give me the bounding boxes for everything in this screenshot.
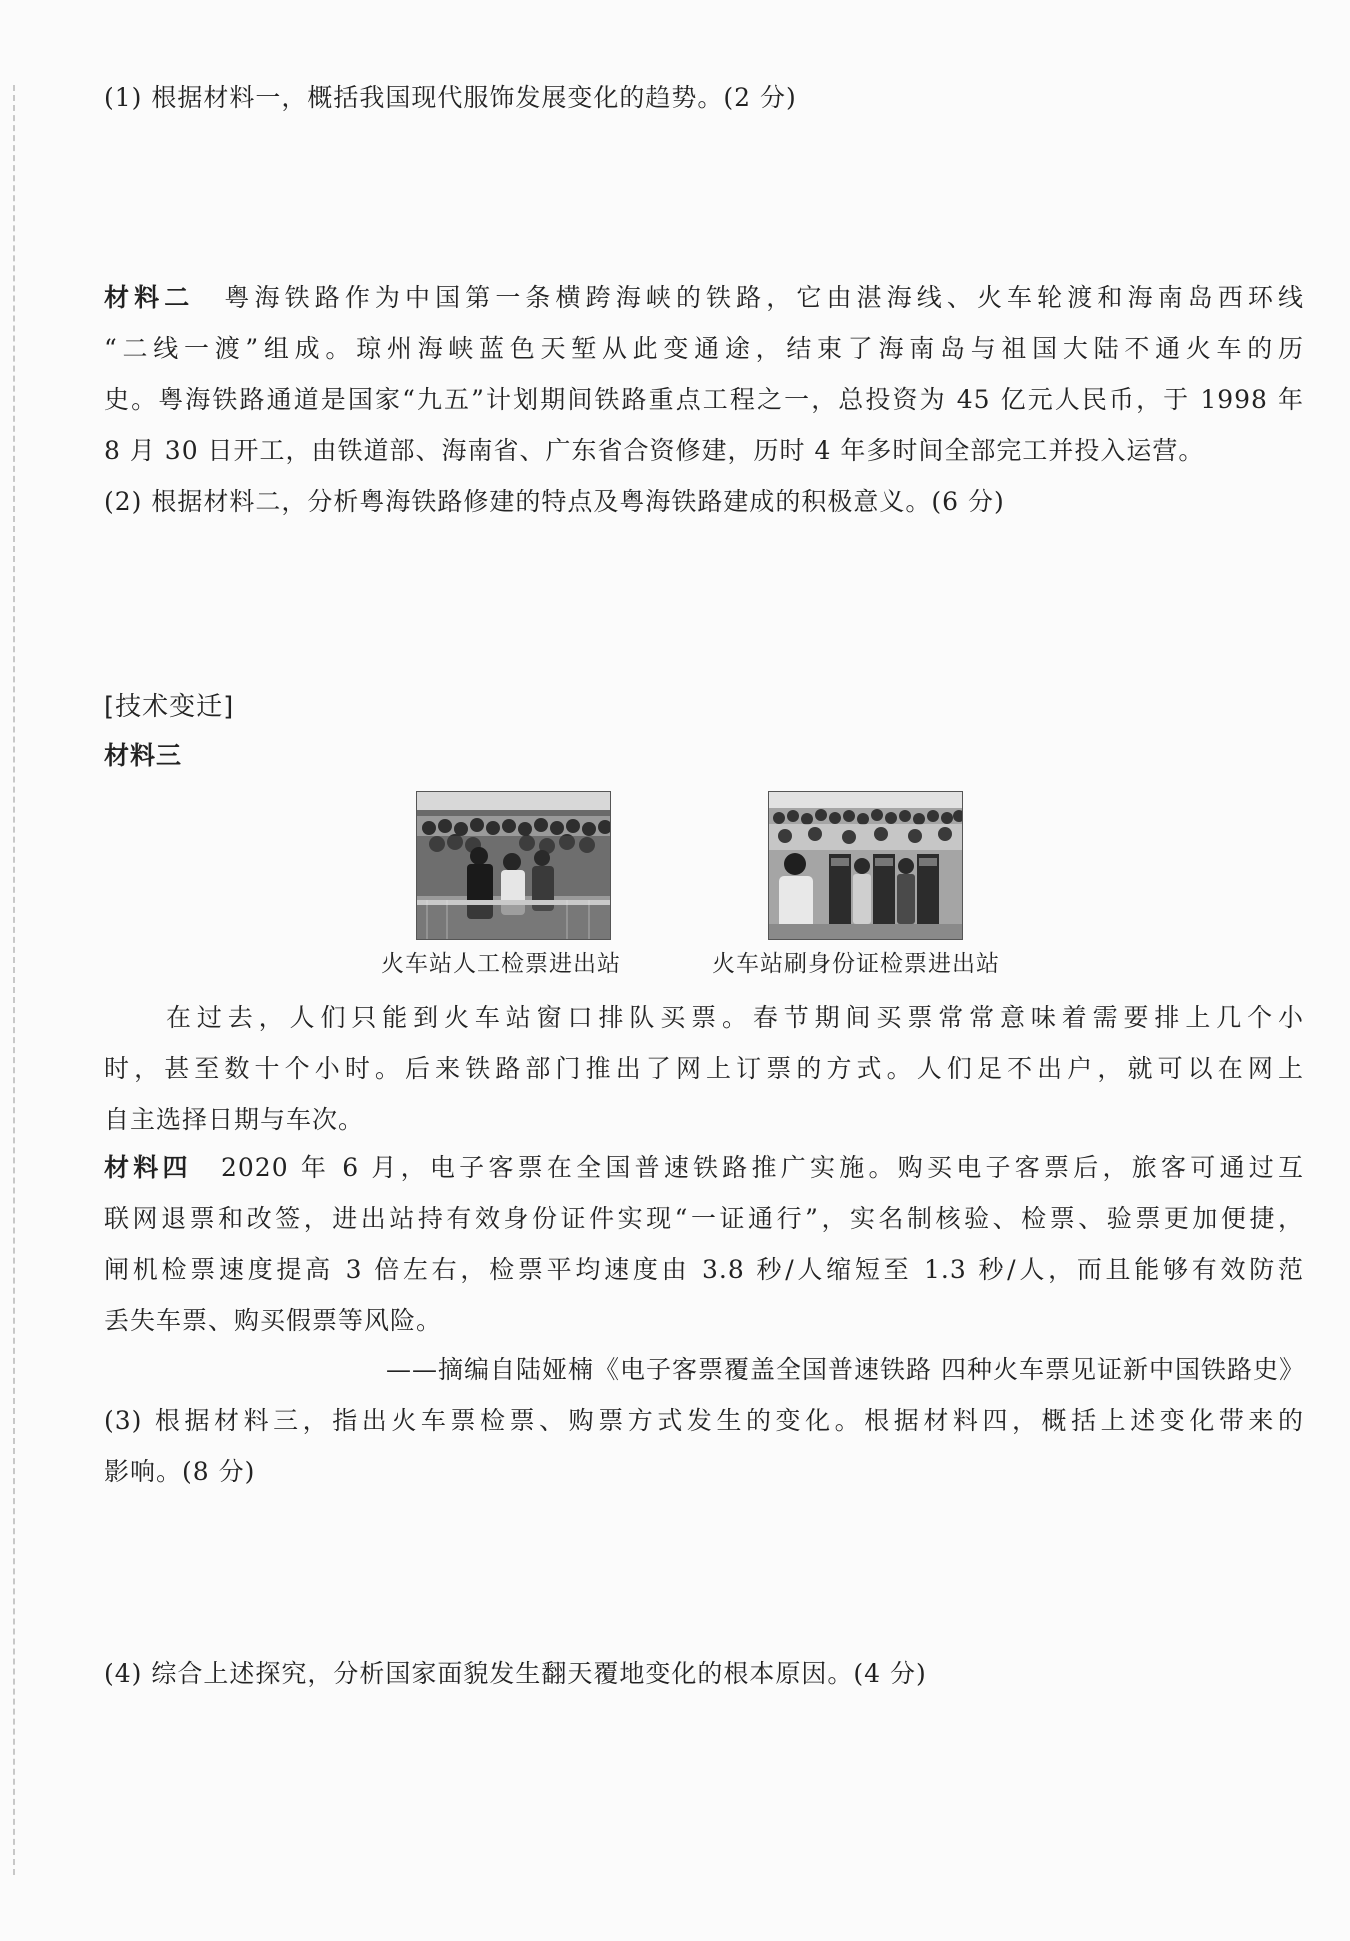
question-3-line-1: (3) 根据材料三，指出火车票检票、购票方式发生的变化。根据材料四，概括上述变化带来的 bbox=[104, 1406, 1304, 1435]
material-4-line-1: 材料四 2020 年 6 月，电子客票在全国普速铁路推广实施。购买电子客票后，旅客可通过互 bbox=[104, 1153, 1304, 1182]
material-2-line-2: “二线一渡”组成。琼州海峡蓝色天堑从此变通途，结束了海南岛与祖国大陆不通火车的历 bbox=[104, 334, 1304, 363]
section-title: [技术变迁] bbox=[104, 692, 235, 722]
question-2: (2) 根据材料二，分析粤海铁路修建的特点及粤海铁路建成的积极意义。(6 分) bbox=[104, 487, 1005, 516]
material-4-line-2: 联网退票和改签，进出站持有效身份证件实现“一证通行”，实名制核验、检票、验票更加便捷， bbox=[104, 1204, 1304, 1233]
manual-ticket-check-photo bbox=[416, 791, 611, 940]
material-3-label: 材料三 bbox=[104, 741, 183, 770]
question-4: (4) 综合上述探究，分析国家面貌发生翻天覆地变化的根本原因。(4 分) bbox=[104, 1659, 927, 1688]
photo-1-caption: 火车站人工检票进出站 bbox=[381, 951, 621, 977]
material-2-line-4: 8 月 30 日开工，由铁道部、海南省、广东省合资修建，历时 4 年多时间全部完工并投入运营。 bbox=[104, 436, 1205, 465]
id-card-gate-check-photo bbox=[768, 791, 963, 940]
binding-margin-line bbox=[13, 85, 15, 1875]
material-4-line-4: 丢失车票、购买假票等风险。 bbox=[104, 1306, 443, 1335]
material-4-label: 材料四 bbox=[104, 1153, 192, 1182]
material-2-line-1: 材料二 粤海铁路作为中国第一条横跨海峡的铁路，它由湛海线、火车轮渡和海南岛西环线 bbox=[104, 283, 1304, 312]
material-3-line-2: 时，甚至数十个小时。后来铁路部门推出了网上订票的方式。人们足不出户，就可以在网上 bbox=[104, 1054, 1304, 1083]
question-1: (1) 根据材料一，概括我国现代服饰发展变化的趋势。(2 分) bbox=[104, 83, 797, 112]
photo-2-caption: 火车站刷身份证检票进出站 bbox=[712, 951, 1000, 977]
material-4-source: ——摘编自陆娅楠《电子客票覆盖全国普速铁路 四种火车票见证新中国铁路史》 bbox=[386, 1355, 1305, 1384]
material-4-line-3: 闸机检票速度提高 3 倍左右，检票平均速度由 3.8 秒/人缩短至 1.3 秒/人，而且能够有效防范 bbox=[104, 1255, 1304, 1284]
material-2-line-3: 史。粤海铁路通道是国家“九五”计划期间铁路重点工程之一，总投资为 45 亿元人民币，于 1998 年 bbox=[104, 385, 1304, 414]
material-2-label: 材料二 bbox=[104, 283, 195, 312]
question-3-line-2: 影响。(8 分) bbox=[104, 1457, 256, 1486]
material-3-line-3: 自主选择日期与车次。 bbox=[104, 1105, 365, 1134]
material-3-line-1: 在过去，人们只能到火车站窗口排队买票。春节期间买票常常意味着需要排上几个小 bbox=[166, 1003, 1304, 1032]
